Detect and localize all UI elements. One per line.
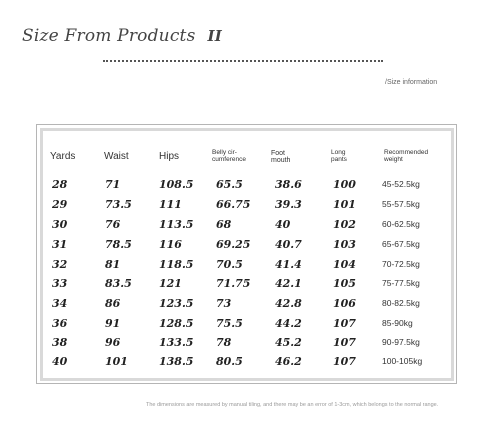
- cell-foot: 39.3: [275, 198, 302, 211]
- cell-weight: 90-97.5kg: [382, 337, 420, 347]
- cell-yards: 32: [52, 258, 68, 271]
- cell-waist: 86: [105, 297, 121, 310]
- footnote: The dimensions are measured by manual tiling, and there may be an error of 1-3cm, which belongs to the normal range.: [146, 402, 439, 408]
- cell-belly: 78: [216, 336, 232, 349]
- cell-hips: 118.5: [159, 258, 194, 271]
- header-yards: Yards: [50, 151, 76, 162]
- cell-yards: 30: [52, 218, 68, 231]
- cell-yards: 28: [52, 178, 68, 191]
- header-waist: Waist: [104, 151, 129, 162]
- cell-belly: 80.5: [216, 355, 243, 368]
- cell-waist: 101: [105, 355, 128, 368]
- header-long-line1: Long: [331, 149, 346, 156]
- cell-long: 104: [333, 258, 356, 271]
- cell-foot: 42.1: [275, 277, 302, 290]
- cell-weight: 60-62.5kg: [382, 219, 420, 229]
- cell-yards: 29: [52, 198, 68, 211]
- header-weight-line2: weight: [384, 155, 403, 163]
- cell-hips: 113.5: [159, 218, 194, 231]
- cell-waist: 76: [105, 218, 121, 231]
- cell-yards: 31: [52, 238, 68, 251]
- cell-weight: 100-105kg: [382, 356, 423, 366]
- header-belly: [212, 150, 246, 164]
- cell-foot: 41.4: [275, 258, 302, 271]
- cell-waist: 71: [105, 178, 121, 191]
- cell-hips: 123.5: [159, 297, 194, 310]
- cell-hips: 121: [159, 277, 182, 290]
- cell-foot: 42.8: [275, 297, 302, 310]
- cell-waist: 78.5: [105, 238, 132, 251]
- cell-waist: 83.5: [105, 277, 132, 290]
- page-title: [22, 26, 222, 46]
- cell-weight: 45-52.5kg: [382, 179, 420, 189]
- cell-hips: 133.5: [159, 336, 194, 349]
- cell-waist: 81: [105, 258, 121, 271]
- cell-weight: 80-82.5kg: [382, 298, 420, 308]
- header-foot-line2: mouth: [271, 157, 291, 165]
- cell-foot: 40: [275, 218, 291, 231]
- header-foot: [271, 150, 290, 165]
- cell-foot: 46.2: [275, 355, 302, 368]
- cell-belly: 75.5: [216, 317, 243, 330]
- cell-yards: 34: [52, 297, 68, 310]
- cell-long: 100: [333, 178, 356, 191]
- cell-long: 107: [333, 317, 356, 330]
- cell-yards: 36: [52, 317, 68, 330]
- cell-long: 107: [333, 336, 356, 349]
- cell-hips: 116: [159, 238, 182, 251]
- cell-long: 105: [333, 277, 356, 290]
- cell-hips: 128.5: [159, 317, 194, 330]
- cell-yards: 38: [52, 336, 68, 349]
- header-belly-line1: Belly cir-: [212, 149, 237, 156]
- header-hips: Hips: [159, 151, 180, 162]
- cell-foot: 38.6: [275, 178, 302, 191]
- cell-yards: 40: [52, 355, 68, 368]
- cell-long: 106: [333, 297, 356, 310]
- cell-hips: 108.5: [159, 178, 194, 191]
- cell-weight: 65-67.5kg: [382, 239, 420, 249]
- cell-belly: 70.5: [216, 258, 243, 271]
- cell-waist: 91: [105, 317, 121, 330]
- header-long: [331, 150, 347, 164]
- header-foot-line1: Foot: [271, 150, 286, 157]
- header-belly-line2: cumference: [212, 155, 246, 163]
- cell-belly: 71.75: [216, 277, 251, 290]
- cell-hips: 138.5: [159, 355, 194, 368]
- cell-belly: 73: [216, 297, 232, 310]
- cell-foot: 40.7: [275, 238, 302, 251]
- cell-long: 102: [333, 218, 356, 231]
- cell-waist: 73.5: [105, 198, 132, 211]
- cell-hips: 111: [159, 198, 182, 211]
- subtitle: /Size information: [385, 79, 438, 86]
- cell-foot: 44.2: [275, 317, 302, 330]
- cell-belly: 65.5: [216, 178, 243, 191]
- cell-belly: 69.25: [216, 238, 251, 251]
- cell-long: 107: [333, 355, 356, 368]
- cell-yards: 33: [52, 277, 68, 290]
- cell-belly: 66.75: [216, 198, 251, 211]
- cell-weight: 85-90kg: [382, 318, 413, 328]
- cell-weight: 55-57.5kg: [382, 199, 420, 209]
- cell-belly: 68: [216, 218, 232, 231]
- title-text: Size From Products: [22, 26, 196, 46]
- header-long-line2: pants: [331, 155, 347, 163]
- cell-long: 103: [333, 238, 356, 251]
- dotted-divider: [103, 60, 383, 62]
- cell-weight: 70-72.5kg: [382, 259, 420, 269]
- cell-weight: 75-77.5kg: [382, 278, 420, 288]
- header-weight: [384, 150, 428, 164]
- cell-waist: 96: [105, 336, 121, 349]
- title-marks: II: [207, 27, 222, 45]
- cell-foot: 45.2: [275, 336, 302, 349]
- cell-long: 101: [333, 198, 356, 211]
- header-weight-line1: Recommended: [384, 149, 429, 156]
